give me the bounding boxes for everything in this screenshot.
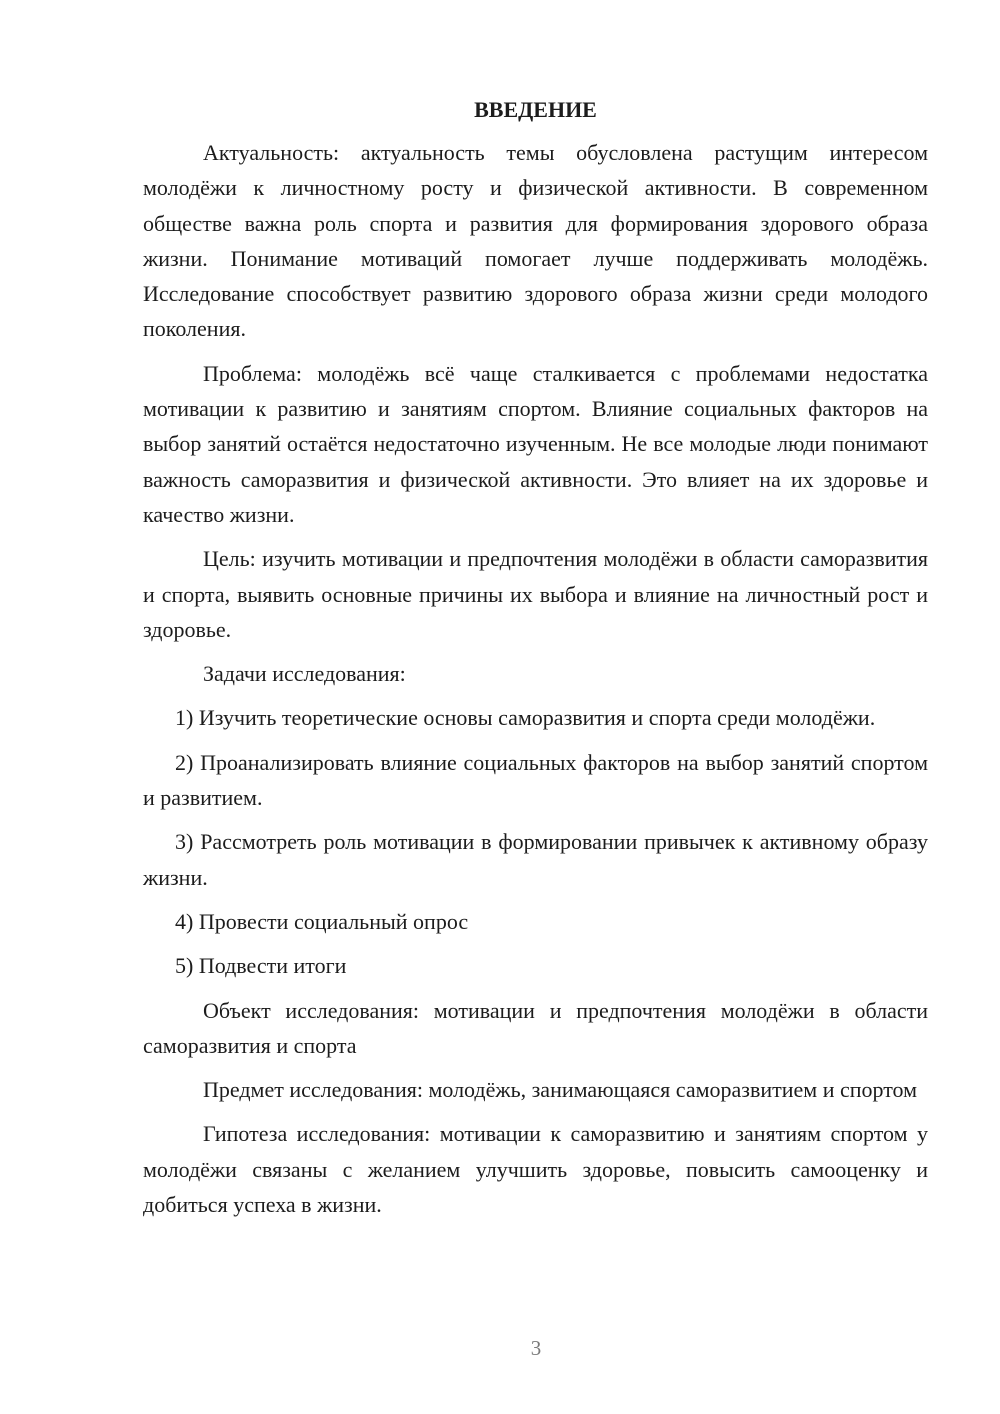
list-item: 2) Проанализировать влияние социальных факторов на выбор занятий спортом и развитием. (143, 749, 928, 811)
tasks-list (143, 700, 928, 983)
page-title: ВВЕДЕНИЕ (474, 97, 597, 122)
object-paragraph: Объект исследования: мотивации и предпочтения молодёжи в области саморазвития и спорта (143, 997, 928, 1058)
problem-paragraph: Проблема: молодёжь всё чаще сталкивается с проблемами недостатка мотивации к развитию и занятиям спортом. Влияние социальных факторов на выбор занятий остаётся недостаточно изученным. Не все молодые люди понимают важность саморазвития и физической активности. Это влияет на их здоровье и качество жизни. (143, 360, 928, 527)
subject-paragraph: Предмет исследования: молодёжь, занимающаяся саморазвитием и спортом (203, 1077, 918, 1103)
list-item: 4) Провести социальный опрос (175, 908, 469, 934)
hypothesis-paragraph: Гипотеза исследования: мотивации к саморазвитию и занятиям спортом у молодёжи связаны с желанием улучшить здоровье, повысить самооценку и добиться успеха в жизни. (143, 1121, 928, 1218)
list-item: 3) Рассмотреть роль мотивации в формировании привычек к активному образу жизни. (143, 829, 928, 890)
tasks-title: Задачи исследования: (203, 661, 406, 687)
goal-paragraph: Цель: изучить мотивации и предпочтения молодёжи в области саморазвития и спорта, выявить основные причины их выбора и влияние на личностный рост и здоровье. (143, 546, 928, 642)
document-page (143, 90, 928, 1231)
list-item: 1) Изучить теоретические основы саморазвития и спорта среди молодёжи. (175, 705, 876, 731)
list-item: 5) Подвести итоги (175, 953, 347, 979)
page-number: 3 (530, 1336, 542, 1360)
relevance-paragraph: Актуальность: актуальность темы обусловлена растущим интересом молодёжи к личностному росту и физической активности. В современном обществе важна роль спорта и развития для формирования здорового образа жизни. Понимание мотиваций помогает лучше поддерживать молодёжь. Исследование способствует развитию здорового образа жизни среди молодого поколения. (143, 140, 928, 342)
